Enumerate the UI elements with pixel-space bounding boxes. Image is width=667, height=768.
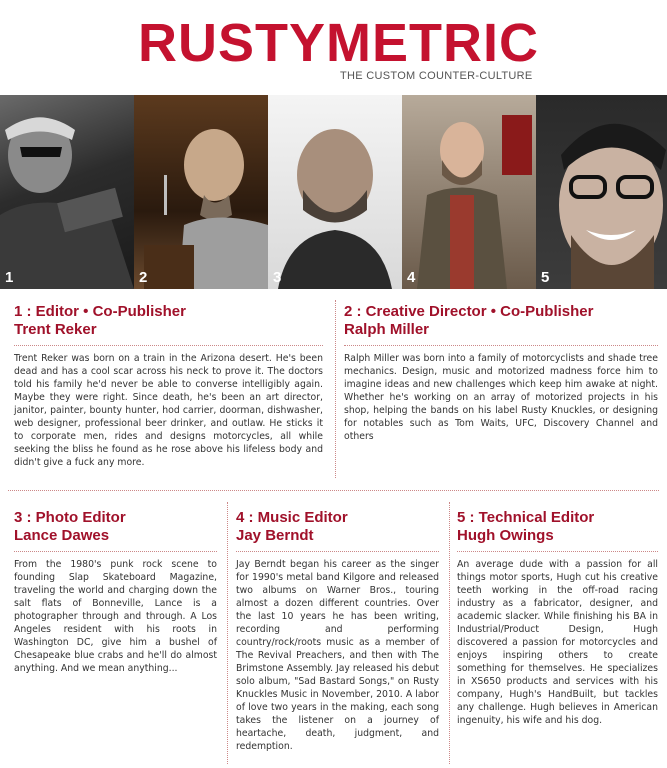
staff-photo-2 xyxy=(134,95,268,289)
portrait-5-illustration xyxy=(536,95,667,289)
portrait-1-illustration xyxy=(0,95,134,289)
bio-text: From the 1980's punk rock scene to founding Slap Skateboard Magazine, traveling the world and charging down the salt flats of Bonneville, Lance is a photographer through and through. A Los Angeles resident with his roots in Washington DC, give him a bushel of Chesapeake blue crabs and he'll do almost anything. And we mean anything... xyxy=(14,559,217,674)
bio-role: 4 : Music Editor xyxy=(236,509,348,526)
column-divider xyxy=(227,502,228,764)
bio-name: Ralph Miller xyxy=(344,321,430,338)
divider xyxy=(14,551,217,552)
bio-5 xyxy=(457,509,658,727)
bio-text: An average dude with a passion for all things motor sports, Hugh cut his creative teeth working in the off-road racing industry as a fabricator, designer, and academic slacker. While finishing his BA in Industrial/Product Design, Hugh discovered a passion for motorcycles and enjoys inspiring others to create something for themselves. He specializes in XS650 products and services with his company, Hugh's HandBuilt, but tackles any challenge. Hugh believes in American ingenuity, his wife and his dog. xyxy=(457,559,658,726)
photo-number: 1 xyxy=(5,269,14,286)
bio-3 xyxy=(14,509,217,675)
bio-name: Jay Berndt xyxy=(236,527,314,544)
staff-photo-5 xyxy=(536,95,667,289)
portrait-3-illustration xyxy=(268,95,402,289)
portrait-2-illustration xyxy=(134,95,268,289)
bio-role: 3 : Photo Editor xyxy=(14,509,126,526)
row-divider xyxy=(8,490,659,491)
bio-role: 2 : Creative Director • Co-Publisher xyxy=(344,303,594,320)
column-divider xyxy=(449,502,450,764)
rustymetric-logo: RUSTYMETRIC xyxy=(138,13,539,73)
bio-1 xyxy=(14,303,323,469)
bio-2 xyxy=(344,303,658,443)
bio-text: Trent Reker was born on a train in the Arizona desert. He's been dead and has a cool scar across his neck to prove it. The doctors told his family he'd never be able to converse intelligibly again. Maybe they were right. Since death, he's been an art director, janitor, painter, bounty hunter, hod carrier, doorman, dishwasher, web designer, professional beer drinker, and outlaw. He sticks it to corporate men, rides and designs motorcycles, all while seeking the bliss he found as he rose above his lifeless body and didn't give a fuck any more. xyxy=(14,353,323,468)
staff-photo-1 xyxy=(0,95,134,289)
photo-number: 3 xyxy=(273,269,282,286)
divider xyxy=(236,551,439,552)
tagline: THE CUSTOM COUNTER-CULTURE xyxy=(340,70,533,82)
staff-photo-3 xyxy=(268,95,402,289)
bio-role: 5 : Technical Editor xyxy=(457,509,595,526)
photo-number: 5 xyxy=(541,269,550,286)
bio-4 xyxy=(236,509,439,753)
photo-number: 4 xyxy=(407,269,416,286)
bio-name: Lance Dawes xyxy=(14,527,110,544)
staff-photo-strip xyxy=(0,95,667,289)
divider xyxy=(457,551,658,552)
bio-text: Jay Berndt began his career as the singer for 1990's metal band Kilgore and released two albums on Warner Bros., touring almost a dozen different countries. Over the last 10 years he has been writing, recording and performing country/rock/roots music as a member of The Revival Preachers, and then with The Brimstone Assembly. Jay released his debut solo album, "Sad Bastard Songs," on Rusty Knuckles Music in November, 2010. A labor of love two years in the making, each song takes the listener on a journey of heartache, death, judgment, and redemption. xyxy=(236,559,439,752)
bio-name: Hugh Owings xyxy=(457,527,554,544)
divider xyxy=(344,345,658,346)
staff-photo-4 xyxy=(402,95,536,289)
photo-number: 2 xyxy=(139,269,148,286)
bio-name: Trent Reker xyxy=(14,321,97,338)
divider xyxy=(14,345,323,346)
portrait-4-illustration xyxy=(402,95,536,289)
column-divider xyxy=(335,300,336,478)
bio-text: Ralph Miller was born into a family of motorcyclists and shade tree mechanics. Design, music and motorized madness force him to imagine ideas and new challenges which keep him awake at night. Whether he's working on an array of motorized projects in his shop, helping the bands on his label Rusty Knuckles, or designing for notables such as Tom Waits, UFC, Discovery Channel and others xyxy=(344,353,658,442)
bio-role: 1 : Editor • Co-Publisher xyxy=(14,303,186,320)
masthead xyxy=(0,0,667,95)
